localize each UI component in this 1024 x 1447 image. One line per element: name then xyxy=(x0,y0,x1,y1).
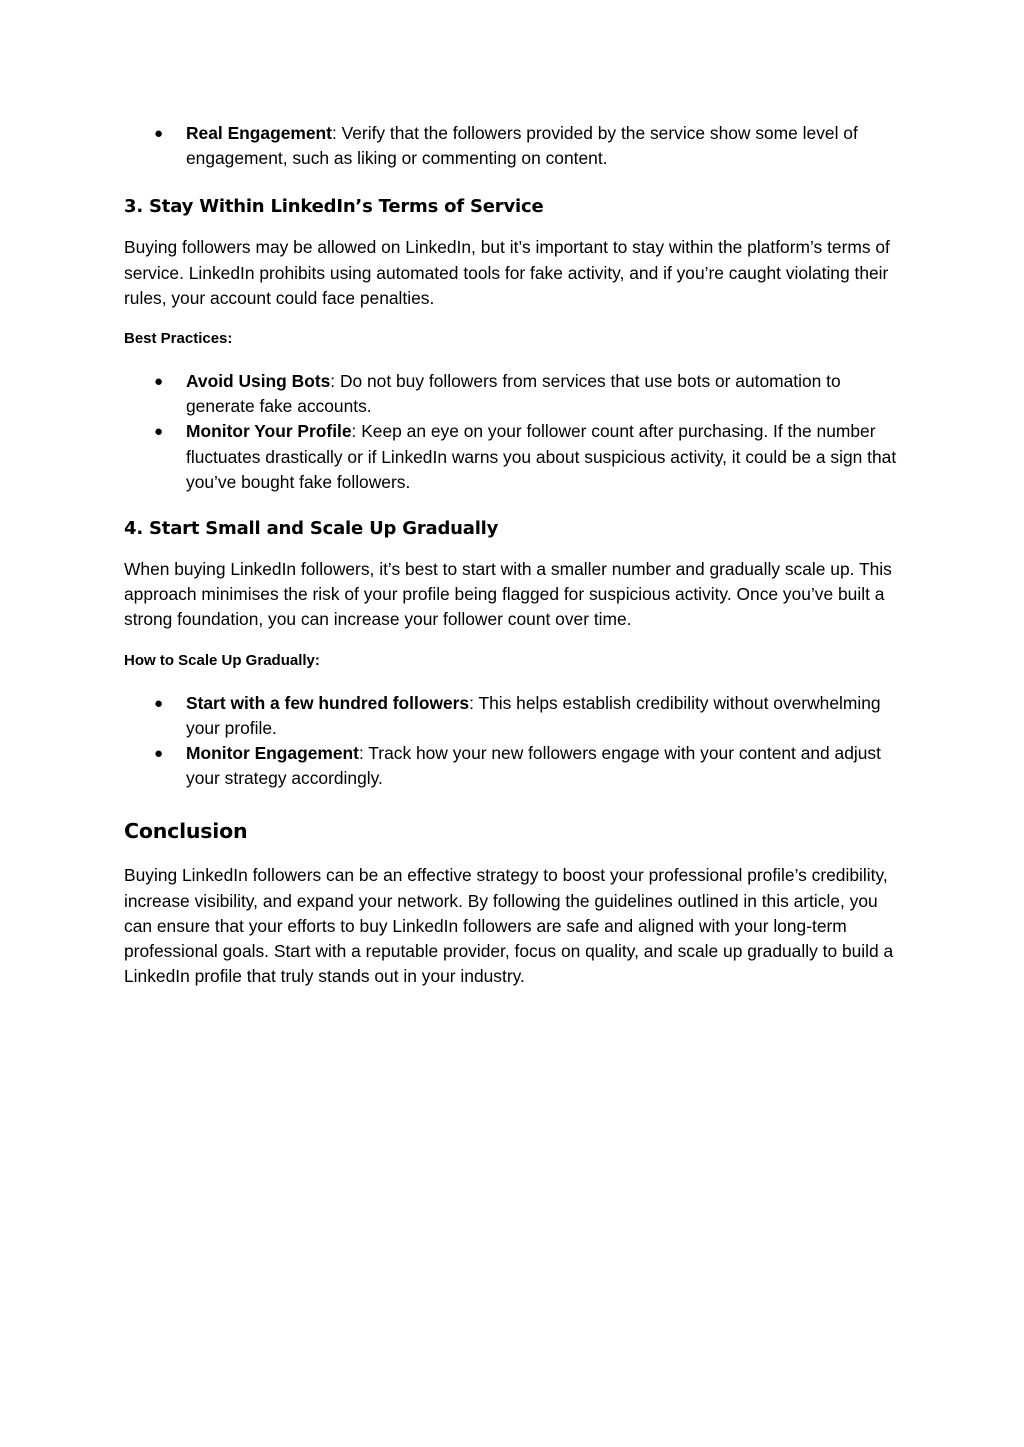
engagement-list xyxy=(124,121,904,171)
list-item xyxy=(124,369,904,419)
bullet-icon: ● xyxy=(154,373,164,391)
list-item-text: : This helps establish credibility without overwhelming your profile. xyxy=(186,692,881,738)
bullet-icon: ● xyxy=(154,125,164,142)
list-item-term: Monitor Your Profile xyxy=(186,421,352,442)
section-heading-conclusion: Conclusion xyxy=(124,819,248,844)
page-content xyxy=(124,121,904,989)
list-item xyxy=(124,741,904,791)
list-item-text: : Keep an eye on your follower count after purchasing. If the number fluctuates drastically or if LinkedIn warns you about suspicious activity, it could be a sign that you’ve bought fake followers. xyxy=(186,421,897,492)
section-body-terms: Buying followers may be allowed on LinkedIn, but it’s important to stay within the platform’s terms of service. LinkedIn prohibits using automated tools for fake activity, and if you’re caught violating their rules, your account could face penalties. xyxy=(124,237,890,308)
best-practices-list xyxy=(124,369,904,495)
list-item-term: Start with a few hundred followers xyxy=(186,692,470,713)
list-item-text: : Track how your new followers engage with your content and adjust your strategy accordingly. xyxy=(186,743,881,789)
list-item xyxy=(124,121,904,171)
section-body-scale: When buying LinkedIn followers, it’s best to start with a smaller number and gradually scale up. This approach minimises the risk of your profile being flagged for suspicious activity. Once you’ve built a strong foundation, you can increase your follower count over time. xyxy=(124,559,892,630)
section-body-conclusion: Buying LinkedIn followers can be an effective strategy to boost your professional profile’s credibility, increase visibility, and expand your network. By following the guidelines outlined in this article, you can ensure that your efforts to buy LinkedIn followers are safe and aligned with your long-term professional goals. Start with a reputable provider, focus on quality, and scale up gradually to build a LinkedIn profile that truly stands out in your industry. xyxy=(124,865,894,987)
list-item xyxy=(124,419,904,495)
list-item-text: : Verify that the followers provided by the service show some level of engagement, such as liking or commenting on content. xyxy=(186,123,858,169)
bullet-icon: ● xyxy=(154,694,164,712)
bullet-icon: ● xyxy=(154,423,164,441)
list-item-term: Avoid Using Bots xyxy=(186,371,331,392)
list-item-term: Real Engagement xyxy=(186,123,332,143)
list-item-term: Monitor Engagement xyxy=(186,743,359,764)
section-heading-terms: 3. Stay Within LinkedIn’s Terms of Service xyxy=(124,196,544,218)
section-heading-scale: 4. Start Small and Scale Up Gradually xyxy=(124,518,499,540)
list-item xyxy=(124,691,904,741)
subheading-scale-up: How to Scale Up Gradually: xyxy=(124,651,320,669)
list-item-text: : Do not buy followers from services that use bots or automation to generate fake accounts. xyxy=(186,371,841,417)
subheading-best-practices: Best Practices: xyxy=(124,330,233,348)
bullet-icon: ● xyxy=(154,745,164,763)
scale-up-list xyxy=(124,691,904,792)
